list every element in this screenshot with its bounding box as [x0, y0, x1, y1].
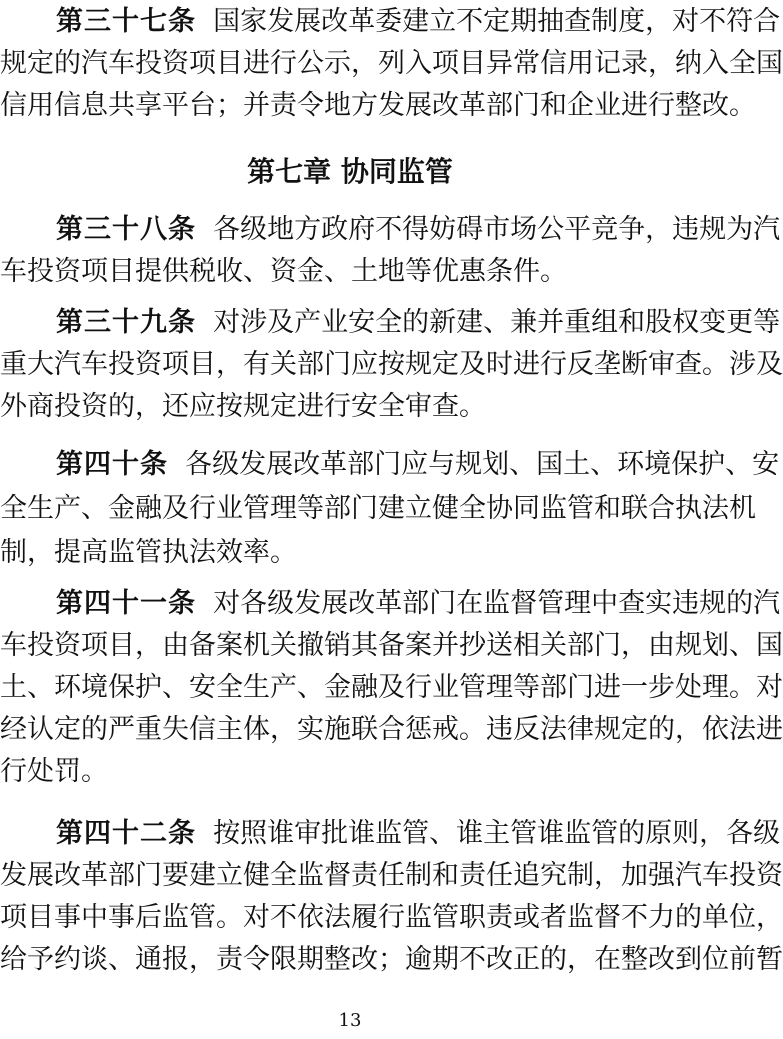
article-text: 对涉及产业安全的新建、兼并重组和股权变更等: [213, 307, 781, 338]
article-text: 对各级发展改革部门在监督管理中查实违规的汽: [213, 588, 781, 619]
article-line: 信用信息共享平台；并责令地方发展改革部门和企业进行整改。: [0, 90, 756, 121]
article-line: 土、环境保护、安全生产、金融及行业管理等部门进一步处理。对: [0, 672, 783, 703]
article-line: 车投资项目，由备案机关撤销其备案并抄送相关部门，由规划、国: [0, 630, 783, 661]
article-label: 第三十八条: [56, 214, 196, 245]
article-line: 重大汽车投资项目，有关部门应按规定及时进行反垄断审查。涉及: [0, 349, 783, 380]
article-line: 项目事中事后监管。对不依法履行监管职责或者监督不力的单位，: [0, 902, 783, 933]
chapter-heading: 第七章 协同监管: [247, 155, 453, 188]
article-label: 第三十七条: [56, 6, 196, 37]
article-line: 规定的汽车投资项目进行公示，列入项目异常信用记录，纳入全国: [0, 48, 783, 79]
article-line: [0, 2, 781, 42]
article-label: 第四十二条: [56, 818, 196, 849]
article-text: 按照谁审批谁监管、谁主管谁监管的原则，各级: [213, 818, 781, 849]
article-line: 行处罚。: [0, 756, 108, 787]
article-line: 经认定的严重失信主体，实施联合惩戒。违反法律规定的，依法进: [0, 714, 783, 745]
article-line: 给予约谈、通报，责令限期整改；逾期不改正的，在整改到位前暂: [0, 944, 783, 975]
article-text: 各级地方政府不得妨碍市场公平竞争，违规为汽: [213, 214, 781, 245]
article-line: 制，提高监管执法效率。: [0, 537, 297, 568]
article-line: 外商投资的，还应按规定进行安全审查。: [0, 391, 486, 422]
article-text: 各级发展改革部门应与规划、国土、环境保护、安: [185, 449, 780, 480]
article-line: [0, 210, 781, 250]
article-label: 第四十条: [56, 449, 168, 480]
article-line: 车投资项目提供税收、资金、土地等优惠条件。: [0, 256, 567, 287]
article-line: 发展改革部门要建立健全监督责任制和责任追究制，加强汽车投资: [0, 860, 783, 891]
article-label: 第四十一条: [56, 588, 196, 619]
article-line: [0, 584, 781, 624]
article-line: [0, 303, 781, 343]
article-line: [0, 445, 780, 485]
article-line: 全生产、金融及行业管理等部门建立健全协同监管和联合执法机: [0, 493, 756, 524]
article-text: 国家发展改革委建立不定期抽查制度，对不符合: [213, 6, 781, 37]
page-number: 13: [338, 1010, 362, 1031]
article-line: [0, 814, 781, 854]
article-label: 第三十九条: [56, 307, 196, 338]
